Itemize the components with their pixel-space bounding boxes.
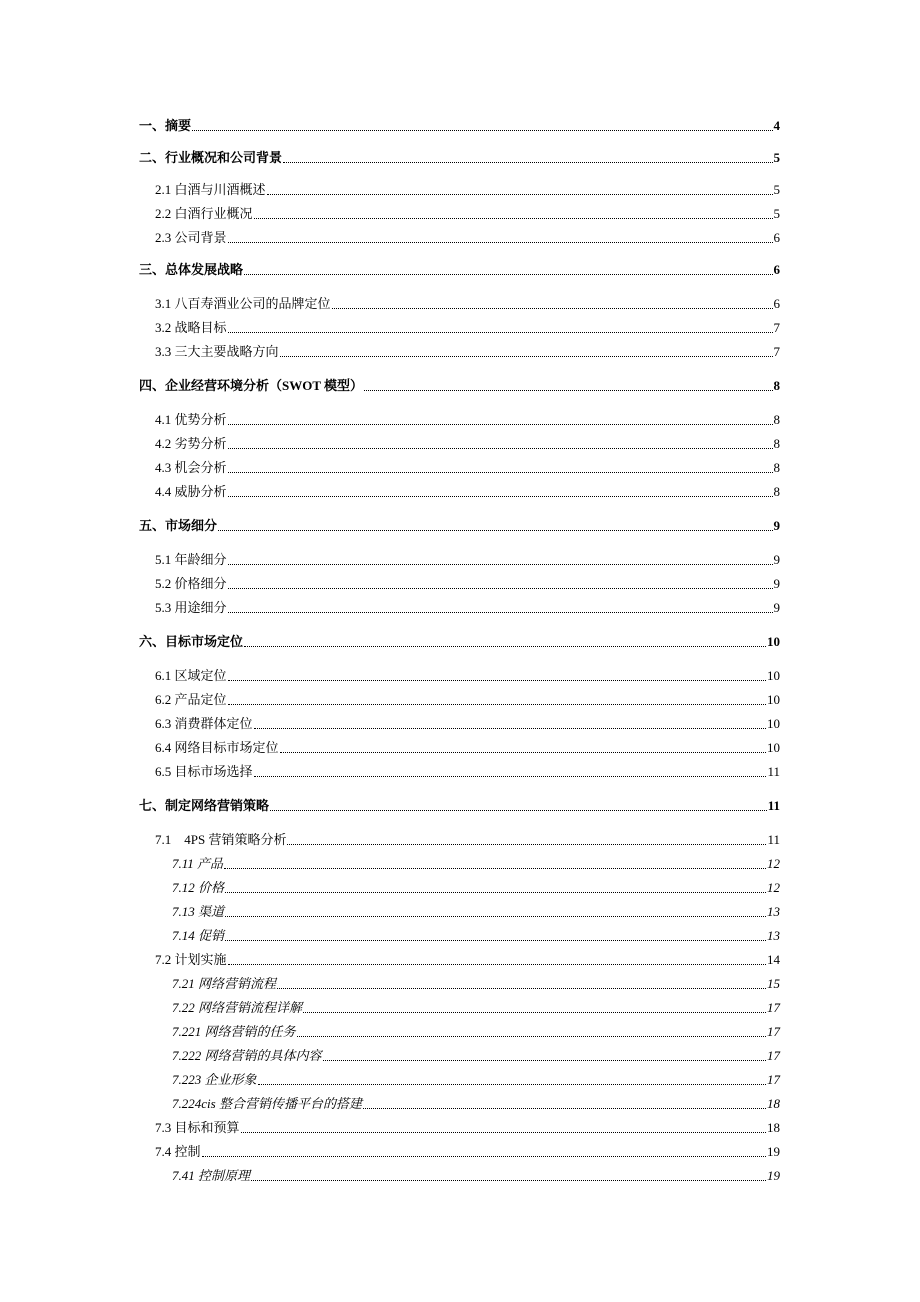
toc-entry-page-number: 5 (773, 206, 780, 221)
toc-entry[interactable] (172, 1068, 780, 1088)
dot-leader (228, 424, 773, 425)
toc-entry-title: 五、市场细分 (139, 518, 218, 533)
dot-leader (244, 646, 766, 647)
dot-leader (277, 988, 766, 989)
toc-entry[interactable] (155, 688, 780, 708)
toc-entry[interactable] (155, 828, 780, 848)
toc-entry-title: 二、行业概况和公司背景 (139, 150, 283, 165)
toc-entry-page-number: 18 (767, 1096, 780, 1111)
toc-entry-page-number: 17 (767, 1048, 780, 1063)
toc-entry-title: 5.2 价格细分 (155, 576, 227, 591)
toc-entry-page-number: 12 (767, 856, 780, 871)
dot-leader (258, 1084, 766, 1085)
dot-leader (228, 964, 766, 965)
toc-entry-page-number: 8 (773, 436, 780, 451)
dot-leader (254, 218, 773, 219)
toc-entry-title: 2.3 公司背景 (155, 230, 227, 245)
toc-entry[interactable] (155, 432, 780, 452)
toc-entry-page-number: 9 (773, 576, 780, 591)
toc-entry-page-number: 5 (773, 182, 780, 197)
toc-entry-page-number: 17 (767, 1024, 780, 1039)
dot-leader (225, 892, 766, 893)
toc-entry-title: 6.3 消费群体定位 (155, 716, 253, 731)
toc-entry-page-number: 9 (773, 552, 780, 567)
dot-leader (228, 332, 773, 333)
dot-leader (270, 810, 767, 811)
toc-entry-title: 7.223 企业形象 (172, 1072, 257, 1087)
dot-leader (363, 1108, 766, 1109)
toc-entry-page-number: 19 (767, 1144, 780, 1159)
dot-leader (241, 1132, 766, 1133)
dot-leader (287, 844, 766, 845)
toc-entry-title: 6.1 区域定位 (155, 668, 227, 683)
toc-entry-page-number: 8 (773, 484, 780, 499)
dot-leader (280, 356, 773, 357)
toc-entry-title: 四、企业经营环境分析（SWOT 模型） (139, 378, 364, 393)
toc-entry-title: 7.221 网络营销的任务 (172, 1024, 296, 1039)
toc-entry-title: 七、制定网络营销策略 (139, 798, 270, 813)
dot-leader (297, 1036, 766, 1037)
toc-entry-title: 4.4 威胁分析 (155, 484, 227, 499)
toc-entry[interactable] (155, 480, 780, 500)
toc-entry[interactable] (172, 876, 780, 896)
toc-entry[interactable] (155, 596, 780, 616)
toc-entry[interactable] (155, 292, 780, 312)
dot-leader (225, 940, 766, 941)
toc-entry-title: 3.2 战略目标 (155, 320, 227, 335)
toc-entry[interactable] (139, 146, 780, 166)
toc-entry-title: 4.3 机会分析 (155, 460, 227, 475)
toc-entry[interactable] (139, 114, 780, 134)
toc-entry-page-number: 12 (767, 880, 780, 895)
toc-entry[interactable] (155, 548, 780, 568)
toc-entry[interactable] (155, 316, 780, 336)
dot-leader (228, 564, 773, 565)
toc-entry-title: 4.1 优势分析 (155, 412, 227, 427)
toc-entry-page-number: 13 (767, 928, 780, 943)
toc-entry[interactable] (172, 900, 780, 920)
toc-entry[interactable] (155, 572, 780, 592)
dot-leader (228, 680, 766, 681)
dot-leader (228, 496, 773, 497)
dot-leader (218, 530, 772, 531)
toc-entry-page-number: 19 (767, 1168, 780, 1183)
toc-entry-title: 7.4 控制 (155, 1144, 201, 1159)
toc-entry-page-number: 18 (767, 1120, 780, 1135)
toc-entry-title: 3.3 三大主要战略方向 (155, 344, 279, 359)
toc-entry-page-number: 17 (767, 1072, 780, 1087)
dot-leader (254, 728, 766, 729)
toc-entry[interactable] (172, 1164, 780, 1184)
toc-entry[interactable] (172, 1044, 780, 1064)
toc-entry-page-number: 5 (773, 150, 780, 165)
toc-entry-title: 一、摘要 (139, 118, 192, 133)
toc-entry-page-number: 9 (773, 600, 780, 615)
dot-leader (283, 162, 772, 163)
toc-entry-page-number: 8 (773, 378, 780, 393)
toc-entry[interactable] (155, 340, 780, 360)
dot-leader (228, 588, 773, 589)
toc-entry-title: 6.4 网络目标市场定位 (155, 740, 279, 755)
toc-entry-title: 7.14 促销 (172, 928, 225, 943)
toc-entry[interactable] (139, 258, 780, 278)
toc-entry-page-number: 6 (773, 262, 780, 277)
toc-entry-page-number: 10 (767, 668, 780, 683)
toc-entry-page-number: 13 (767, 904, 780, 919)
toc-entry[interactable] (155, 664, 780, 684)
dot-leader (364, 390, 772, 391)
dot-leader (228, 472, 773, 473)
toc-entry-title: 7.2 计划实施 (155, 952, 227, 967)
toc-entry[interactable] (155, 1116, 780, 1136)
toc-entry-title: 7.13 渠道 (172, 904, 225, 919)
toc-entry[interactable] (155, 736, 780, 756)
toc-entry-page-number: 4 (773, 118, 780, 133)
toc-entry-title: 2.1 白酒与川酒概述 (155, 182, 266, 197)
toc-entry-title: 7.222 网络营销的具体内容 (172, 1048, 322, 1063)
toc-entry[interactable] (155, 178, 780, 198)
toc-entry-page-number: 15 (767, 976, 780, 991)
dot-leader (303, 1012, 766, 1013)
toc-entry-title: 7.12 价格 (172, 880, 225, 895)
toc-entry[interactable] (172, 924, 780, 944)
toc-entry[interactable] (155, 948, 780, 968)
toc-entry-page-number: 10 (767, 634, 780, 649)
toc-entry-page-number: 6 (773, 296, 780, 311)
toc-entry[interactable] (172, 996, 780, 1016)
toc-entry-page-number: 10 (767, 740, 780, 755)
dot-leader (323, 1060, 766, 1061)
toc-entry-page-number: 14 (767, 952, 780, 967)
toc-entry-title: 7.21 网络营销流程 (172, 976, 277, 991)
toc-entry[interactable] (139, 630, 780, 650)
toc-entry-title: 2.2 白酒行业概况 (155, 206, 253, 221)
dot-leader (228, 242, 773, 243)
toc-entry-title: 7.3 目标和预算 (155, 1120, 240, 1135)
toc-entry-title: 6.2 产品定位 (155, 692, 227, 707)
toc-entry-title: 三、总体发展战略 (139, 262, 244, 277)
dot-leader (228, 704, 766, 705)
toc-entry-title: 7.1 4PS 营销策略分析 (155, 832, 287, 847)
toc-entry-title: 7.224cis 整合营销传播平台的搭建 (172, 1096, 362, 1111)
dot-leader (332, 308, 773, 309)
toc-entry[interactable] (155, 712, 780, 732)
toc-entry-page-number: 11 (767, 764, 780, 779)
toc-entry-page-number: 11 (767, 798, 780, 813)
toc-entry-title: 7.22 网络营销流程详解 (172, 1000, 303, 1015)
toc-entry[interactable] (155, 202, 780, 222)
toc-entry[interactable] (155, 760, 780, 780)
dot-leader (228, 612, 773, 613)
toc-entry-title: 5.3 用途细分 (155, 600, 227, 615)
toc-entry-title: 5.1 年龄细分 (155, 552, 227, 567)
toc-entry-page-number: 6 (773, 230, 780, 245)
toc-entry-title: 7.41 控制原理 (172, 1168, 251, 1183)
toc-entry-title: 7.11 产品 (172, 856, 224, 871)
toc-entry[interactable] (155, 456, 780, 476)
toc-entry-page-number: 7 (773, 344, 780, 359)
toc-entry[interactable] (155, 408, 780, 428)
dot-leader (225, 916, 766, 917)
toc-entry[interactable] (172, 1092, 780, 1112)
toc-entry-title: 6.5 目标市场选择 (155, 764, 253, 779)
toc-entry[interactable] (155, 226, 780, 246)
dot-leader (267, 194, 773, 195)
dot-leader (251, 1180, 766, 1181)
toc-entry-page-number: 10 (767, 692, 780, 707)
toc-entry-page-number: 11 (767, 832, 780, 847)
dot-leader (280, 752, 766, 753)
toc-entry[interactable] (172, 1020, 780, 1040)
toc-entry[interactable] (139, 374, 780, 394)
toc-entry-title: 六、目标市场定位 (139, 634, 244, 649)
dot-leader (244, 274, 772, 275)
toc-entry[interactable] (172, 972, 780, 992)
toc-entry-title: 3.1 八百寿酒业公司的品牌定位 (155, 296, 331, 311)
toc-entry[interactable] (139, 794, 780, 814)
toc-entry-page-number: 17 (767, 1000, 780, 1015)
toc-entry-page-number: 8 (773, 412, 780, 427)
dot-leader (202, 1156, 766, 1157)
toc-entry-page-number: 8 (773, 460, 780, 475)
toc-entry-page-number: 7 (773, 320, 780, 335)
toc-entry[interactable] (172, 852, 780, 872)
toc-entry-page-number: 9 (773, 518, 780, 533)
toc-entry[interactable] (155, 1140, 780, 1160)
toc-entry-page-number: 10 (767, 716, 780, 731)
toc-entry[interactable] (139, 514, 780, 534)
dot-leader (254, 776, 767, 777)
toc-entry-title: 4.2 劣势分析 (155, 436, 227, 451)
dot-leader (228, 448, 773, 449)
dot-leader (192, 130, 772, 131)
dot-leader (224, 868, 766, 869)
